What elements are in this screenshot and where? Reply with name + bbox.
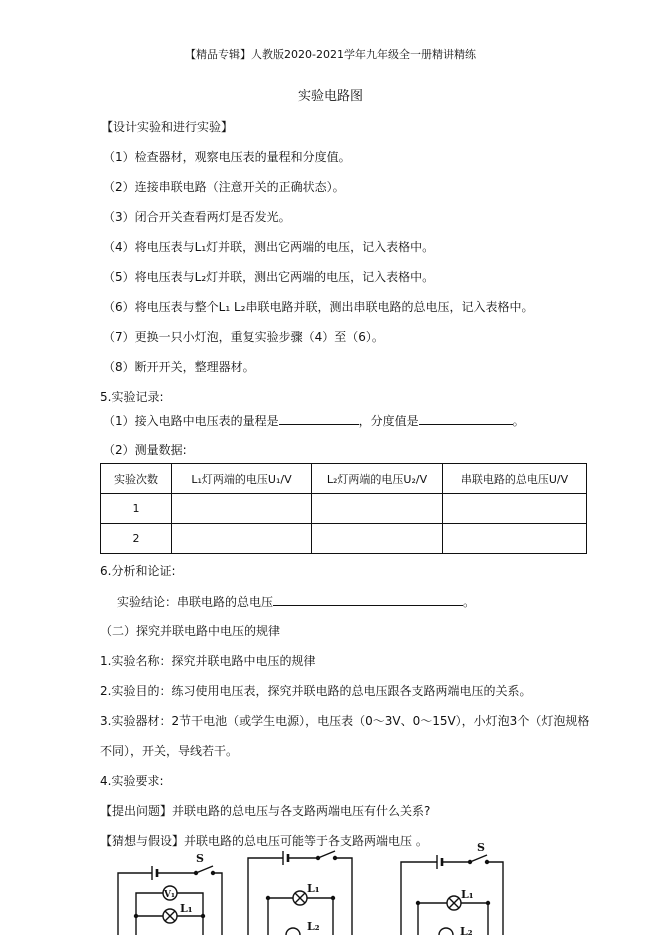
lamp-icon xyxy=(286,928,300,935)
switch-label: S xyxy=(196,852,204,865)
item-experiment-name: 1.实验名称：探究并联电路中电压的规律 xyxy=(100,654,316,668)
record-q1-end: 。 xyxy=(512,414,525,428)
item-equipment-line-2: 不同），开关，导线若干。 xyxy=(100,744,239,758)
circuit-diagram-1 xyxy=(118,852,222,935)
circuit-diagram-3 xyxy=(401,841,503,935)
switch-label: S xyxy=(477,841,485,854)
record-heading: 5.实验记录: xyxy=(100,390,164,404)
table-header-cell: 串联电路的总电压U/V xyxy=(443,464,587,494)
lamp-l1-label: L₁ xyxy=(307,882,320,895)
part-two-heading: （二）探究并联电路中电压的规律 xyxy=(100,624,281,638)
table-cell-trial: 1 xyxy=(101,494,172,524)
analysis-heading: 6.分析和论证: xyxy=(100,564,176,578)
item-experiment-purpose: 2.实验目的：练习使用电压表，探究并联电路的总电压跟各支路两端电压的关系。 xyxy=(100,684,532,698)
step-4: （4）将电压表与L₁灯并联，测出它两端的电压，记入表格中。 xyxy=(103,240,435,254)
question-line: 【提出问题】并联电路的总电压与各支路两端电压有什么关系? xyxy=(100,804,431,818)
hypothesis-line: 【猜想与假设】并联电路的总电压可能等于各支路两端电压 。 xyxy=(100,834,428,848)
record-question-2: （2）测量数据: xyxy=(103,443,187,457)
lamp-l2-label: L₂ xyxy=(307,920,320,933)
step-5: （5）将电压表与L₂灯并联，测出它两端的电压，记入表格中。 xyxy=(103,270,435,284)
conclusion-text: 实验结论：串联电路的总电压 xyxy=(117,595,274,609)
table-header-cell: L₁灯两端的电压U₁/V xyxy=(172,464,312,494)
voltmeter-label: V₁ xyxy=(164,890,175,900)
item-equipment-line-1: 3.实验器材：2节干电池（或学生电源），电压表（0～3V、0～15V），小灯泡3个（灯泡规格 xyxy=(100,714,590,728)
record-q1-text-b: ，分度值是 xyxy=(358,414,419,428)
item-requirements: 4.实验要求: xyxy=(100,774,164,788)
conclusion-end: 。 xyxy=(463,595,476,609)
table-cell-trial: 2 xyxy=(101,524,172,554)
lamp-l1-label: L₁ xyxy=(180,902,193,915)
table-header-cell: L₂灯两端的电压U₂/V xyxy=(312,464,443,494)
step-6: （6）将电压表与整个L₁ L₂串联电路并联，测出串联电路的总电压，记入表格中。 xyxy=(103,300,534,314)
page-title: 实验电路图 xyxy=(297,89,363,104)
step-1: （1）检查器材，观察电压表的量程和分度值。 xyxy=(103,150,351,164)
step-8: （8）断开开关，整理器材。 xyxy=(103,360,255,374)
step-7: （7）更换一只小灯泡，重复实验步骤（4）至（6）。 xyxy=(103,330,384,344)
lamp-l2-label: L₂ xyxy=(460,925,473,935)
record-q1-text-a: （1）接入电路中电压表的量程是 xyxy=(103,414,279,428)
section-design-heading: 【设计实验和进行实验】 xyxy=(101,120,234,134)
page-header: 【精品专辑】人教版2020-2021学年九年级全一册精讲精练 xyxy=(185,48,476,61)
lamp-icon xyxy=(439,928,453,935)
lamp-l1-label: L₁ xyxy=(461,888,474,901)
step-3: （3）闭合开关查看两灯是否发光。 xyxy=(103,210,291,224)
table-header-cell: 实验次数 xyxy=(101,464,172,494)
circuit-diagram-2 xyxy=(248,851,352,935)
step-2: （2）连接串联电路（注意开关的正确状态）。 xyxy=(103,180,345,194)
